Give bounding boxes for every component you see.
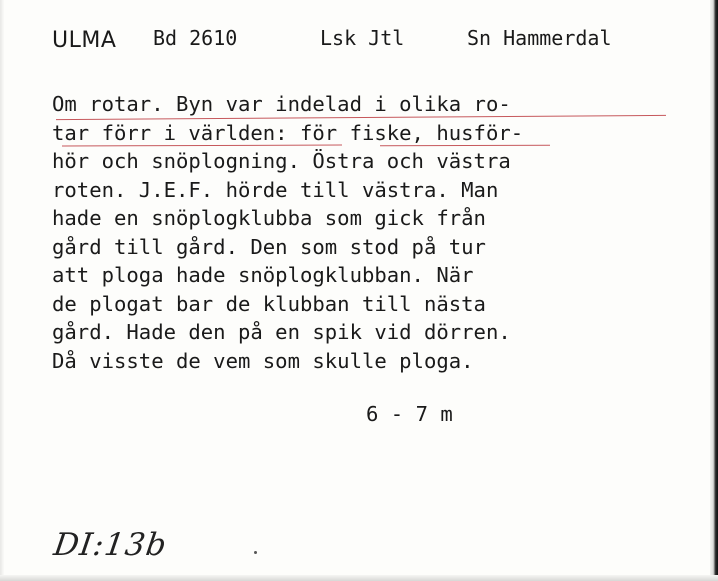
card-left-edge [0, 0, 4, 581]
text-line: hör och snöplogning. Östra och västra [52, 149, 511, 173]
ink-speck [254, 551, 257, 554]
card-header [52, 18, 692, 58]
measurement-note: 6 - 7 m [366, 402, 453, 426]
text-line: hade en snöplogklubba som gick från [52, 206, 486, 230]
record-code: Bd 2610 [153, 26, 238, 50]
text-line: roten. J.E.F. hörde till västra. Man [52, 177, 499, 202]
text-line: gård till gård. Den som stod på tur [52, 234, 486, 259]
text-line: att ploga hade snöplogklubban. När [52, 263, 474, 287]
archive-name: ULMA [52, 28, 117, 53]
card-bottom-edge [0, 575, 718, 581]
region-code: Lsk Jtl [320, 26, 405, 50]
card-right-edge [710, 0, 718, 581]
text-line: gård. Hade den på en spik vid dörren. [52, 320, 511, 344]
text-line: Om rotar. Byn var indelad i olika ro- [52, 92, 511, 116]
card-body-text [52, 90, 692, 375]
text-line: de plogat bar de klubban till nästa [52, 291, 486, 316]
handwritten-code: DI:13b [51, 527, 170, 563]
text-line: Då visste de vem som skulle ploga. [52, 348, 474, 373]
text-line: tar förr i världen: för fiske, husför- [52, 120, 524, 145]
parish-name: Sn Hammerdal [467, 26, 612, 50]
